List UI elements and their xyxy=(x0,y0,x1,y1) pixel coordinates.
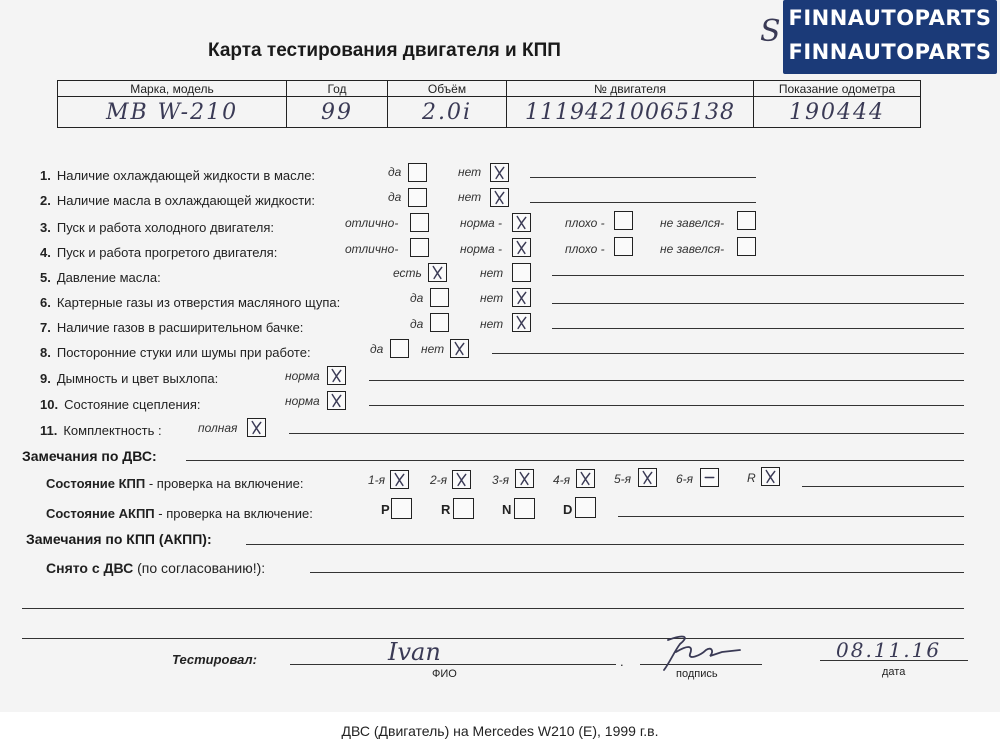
remarks-gearbox-label: Замечания по КПП (АКПП): xyxy=(26,531,212,547)
removed-extra-line-2 xyxy=(22,638,964,639)
check-1-option-yes: да xyxy=(388,165,402,179)
col-odometer: Показание одометра xyxy=(754,81,921,97)
col-make-model: Марка, модель xyxy=(58,81,287,97)
check-mark-icon xyxy=(491,189,508,206)
automatic-notes-line xyxy=(618,516,964,517)
auto-d-label: D xyxy=(563,502,573,517)
check-6-option-no: нет xyxy=(480,291,504,305)
auto-n-box[interactable] xyxy=(514,498,535,519)
check-3-box-bad[interactable] xyxy=(614,211,633,230)
auto-p-label: P xyxy=(381,502,390,517)
check-mark-icon xyxy=(453,471,470,488)
removed-extra-line-1 xyxy=(22,608,964,609)
check-row-2-label: 2. Наличие масла в охлаждающей жидкости: xyxy=(40,193,316,208)
check-2-box-no[interactable] xyxy=(490,188,509,207)
check-11-box-full[interactable] xyxy=(247,418,266,437)
check-mark-icon xyxy=(516,470,533,487)
check-mark-icon xyxy=(513,314,530,331)
handwritten-name: Ivan xyxy=(388,638,441,666)
finnautoparts-logo xyxy=(783,0,997,74)
check-mark-icon xyxy=(577,470,594,487)
gear-6-label: 6-я xyxy=(676,472,694,486)
check-11-option-full: полная xyxy=(198,421,238,435)
check-5-notes-line xyxy=(552,275,964,276)
check-5-option-no: нет xyxy=(480,266,504,280)
check-row-9-label: 9. Дымность и цвет выхлопа: xyxy=(40,371,219,386)
check-8-option-no: нет xyxy=(421,342,445,356)
check-5-box-no[interactable] xyxy=(512,263,531,282)
check-mark-icon xyxy=(248,419,265,436)
check-7-option-yes: да xyxy=(410,317,424,331)
check-mark-icon xyxy=(391,471,408,488)
gearbox-notes-line xyxy=(802,486,964,487)
gear-r-label: R xyxy=(747,471,756,485)
check-8-box-no[interactable] xyxy=(450,339,469,358)
check-8-option-yes: да xyxy=(370,342,384,356)
check-mark-icon xyxy=(328,392,345,409)
check-mark-icon xyxy=(513,289,530,306)
check-row-11-label: 11. Комплектность : xyxy=(40,423,162,438)
check-1-option-no: нет xyxy=(458,165,482,179)
gear-3-label: 3-я xyxy=(492,473,510,487)
check-1-box-no[interactable] xyxy=(490,163,509,182)
check-7-option-no: нет xyxy=(480,317,504,331)
check-3-box-normal[interactable] xyxy=(512,213,531,232)
check-10-box-normal[interactable] xyxy=(327,391,346,410)
gear-5-label: 5-я xyxy=(614,472,632,486)
value-year: 99 xyxy=(287,97,388,128)
gear-6-box[interactable] xyxy=(700,468,719,487)
check-9-box-normal[interactable] xyxy=(327,366,346,385)
auto-r-label: R xyxy=(441,502,451,517)
check-row-3-label: 3. Пуск и работа холодного двигателя: xyxy=(40,220,274,235)
check-mark-icon xyxy=(451,340,468,357)
check-3-option-no-start: не завелся- xyxy=(660,216,725,230)
check-10-notes-line xyxy=(369,405,964,406)
removed-line xyxy=(310,572,964,573)
check-7-box-no[interactable] xyxy=(512,313,531,332)
col-volume: Объём xyxy=(388,81,507,97)
check-row-8-label: 8. Посторонние стуки или шумы при работе: xyxy=(40,345,311,360)
check-4-box-bad[interactable] xyxy=(614,237,633,256)
removed-label: Снято с ДВС (по согласованию!): xyxy=(46,560,266,576)
check-mark-icon xyxy=(513,214,530,231)
check-2-option-yes: да xyxy=(388,190,402,204)
check-mark-icon xyxy=(513,239,530,256)
gear-5-box[interactable] xyxy=(638,468,657,487)
gear-2-box[interactable] xyxy=(452,470,471,489)
check-4-box-excellent[interactable] xyxy=(410,238,429,257)
check-mark-icon xyxy=(491,164,508,181)
check-6-box-yes[interactable] xyxy=(430,288,449,307)
value-engine-number: 11194210065138 xyxy=(507,97,754,128)
check-4-option-bad: плохо - xyxy=(565,242,605,256)
check-1-box-yes[interactable] xyxy=(408,163,427,182)
value-odometer: 190444 xyxy=(754,97,921,128)
value-make-model: MB W-210 xyxy=(58,97,287,128)
remarks-engine-label: Замечания по ДВС: xyxy=(22,448,157,464)
check-3-box-excellent[interactable] xyxy=(410,213,429,232)
col-engine-number: № двигателя xyxy=(507,81,754,97)
fio-line xyxy=(290,664,616,665)
gear-3-box[interactable] xyxy=(515,469,534,488)
date-caption: дата xyxy=(882,666,906,678)
check-row-1-label: 1. Наличие охлаждающей жидкости в масле: xyxy=(40,168,316,183)
check-8-box-yes[interactable] xyxy=(390,339,409,358)
check-3-box-no-start[interactable] xyxy=(737,211,756,230)
check-2-option-no: нет xyxy=(458,190,482,204)
check-mark-icon xyxy=(762,468,779,485)
check-row-6-label: 6. Картерные газы из отверстия масляного щупа: xyxy=(40,295,341,310)
check-10-option-normal: норма xyxy=(285,394,320,408)
check-3-option-normal: норма - xyxy=(460,216,503,230)
check-4-option-no-start: не завелся- xyxy=(660,242,725,256)
gear-4-label: 4-я xyxy=(553,473,571,487)
check-4-option-excellent: отлично- xyxy=(345,242,399,256)
check-4-box-normal[interactable] xyxy=(512,238,531,257)
check-3-option-excellent: отлично- xyxy=(345,216,399,230)
signature-caption: подпись xyxy=(676,668,718,680)
image-caption: ДВС (Двигатель) на Mercedes W210 (E), 1999 г.в. xyxy=(0,712,1000,750)
dash-mark-icon xyxy=(701,469,718,486)
logo-line-1: FINNAUTOPARTS xyxy=(788,6,992,30)
remarks-gearbox-line xyxy=(246,544,964,545)
check-row-4-label: 4. Пуск и работа прогретого двигателя: xyxy=(40,245,278,260)
check-4-option-normal: норма - xyxy=(460,242,503,256)
gear-2-label: 2-я xyxy=(430,473,448,487)
gear-4-box[interactable] xyxy=(576,469,595,488)
vehicle-info-table xyxy=(57,80,921,128)
gear-1-box[interactable] xyxy=(390,470,409,489)
check-5-box-yes[interactable] xyxy=(428,263,447,282)
auto-d-box[interactable] xyxy=(575,497,596,518)
check-4-box-no-start[interactable] xyxy=(737,237,756,256)
check-7-box-yes[interactable] xyxy=(430,313,449,332)
value-volume: 2.0i xyxy=(388,97,507,128)
auto-r-box[interactable] xyxy=(453,498,474,519)
handwritten-stamp-digit: S xyxy=(760,14,781,49)
check-1-notes-line xyxy=(530,177,756,178)
dot-separator: . xyxy=(620,654,624,669)
automatic-label: Состояние АКПП - проверка на включение: xyxy=(46,506,313,521)
handwritten-date: 08.11.16 xyxy=(836,638,942,662)
check-mark-icon xyxy=(429,264,446,281)
page-title: Карта тестирования двигателя и КПП xyxy=(208,40,561,61)
fio-caption: ФИО xyxy=(432,668,457,680)
check-row-7-label: 7. Наличие газов в расширительном бачке: xyxy=(40,320,304,335)
check-row-5-label: 5. Давление масла: xyxy=(40,270,161,285)
col-year: Год xyxy=(287,81,388,97)
check-5-option-yes: есть xyxy=(393,266,422,280)
remarks-engine-line xyxy=(186,460,964,461)
check-11-notes-line xyxy=(289,433,964,434)
check-9-option-normal: норма xyxy=(285,369,320,383)
check-6-option-yes: да xyxy=(410,291,424,305)
check-7-notes-line xyxy=(552,328,964,329)
check-3-option-bad: плохо - xyxy=(565,216,605,230)
check-9-notes-line xyxy=(369,380,964,381)
check-mark-icon xyxy=(328,367,345,384)
logo-line-2: FINNAUTOPARTS xyxy=(788,40,992,64)
gear-r-box[interactable] xyxy=(761,467,780,486)
check-6-notes-line xyxy=(552,303,964,304)
check-row-10-label: 10. Состояние сцепления: xyxy=(40,397,201,412)
check-2-notes-line xyxy=(530,202,756,203)
auto-p-box[interactable] xyxy=(391,498,412,519)
tested-by-label: Тестировал: xyxy=(172,652,257,667)
check-8-notes-line xyxy=(492,353,964,354)
check-6-box-no[interactable] xyxy=(512,288,531,307)
gearbox-label: Состояние КПП - проверка на включение: xyxy=(46,476,304,491)
gear-1-label: 1-я xyxy=(368,473,386,487)
check-mark-icon xyxy=(639,469,656,486)
auto-n-label: N xyxy=(502,502,512,517)
check-2-box-yes[interactable] xyxy=(408,188,427,207)
